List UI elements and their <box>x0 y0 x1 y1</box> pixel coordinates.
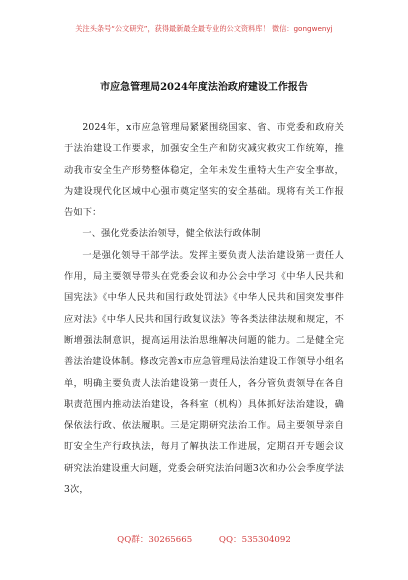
paragraph-intro: 2024年，x市应急管理局紧紧围绕国家、省、市党委和政府关于法治建设工作要求，加强安全生产和防灾减灾救灾工作统筹，推动我市安全生产形势整体稳定，全年未发生重特大生产安全事故，为建设现代化区域中心强市奠定坚实的安全基础。现将有关工作报告如下： <box>64 122 344 219</box>
section-heading-1: 一、强化党委法治领导，健全依法行政体制 <box>82 228 261 240</box>
page-header-banner: 关注头条号“公文研究”，获得最新最全最专业的公文资料库！ 微信：gongwenyj <box>75 24 333 33</box>
document-title: 市应急管理局2024年度法治政府建设工作报告 <box>100 82 308 93</box>
footer-qq-group: QQ群：30265665 <box>117 535 193 545</box>
paragraph-section-1: 一是强化领导干部学法。发挥主要负责人法治建设第一责任人作用，局主要领导带头在党委会议和办公会中学习《中华人民共和国宪法》《中华人民共和国行政处罚法》《中华人民共和国突发事件应对法》《中华人民共和国行政复议法》等各类法律法规和规定，不断增强法制意识，提高运用法治思维解决问题的能力。二是健全完善法治建设体制。修改完善x市应急管理局法治建设工作领导小组名单，明确主要负责人法治建设第一责任人，各分管负责领导在各自职责范围内推动法治建设，各科室（机构）具体抓好法治建设，确保依法行政、依法履职。三是定期研究法治工作。局主要领导亲自盯安全生产行政执法，每月了解执法工作进展，定期召开专题会议研究法治建设重大问题，党委会研究法治问题3次和办公会季度学法3次， <box>64 249 344 496</box>
page-footer <box>0 533 408 545</box>
footer-qq: QQ：535304092 <box>218 535 291 545</box>
document-body <box>64 117 344 500</box>
